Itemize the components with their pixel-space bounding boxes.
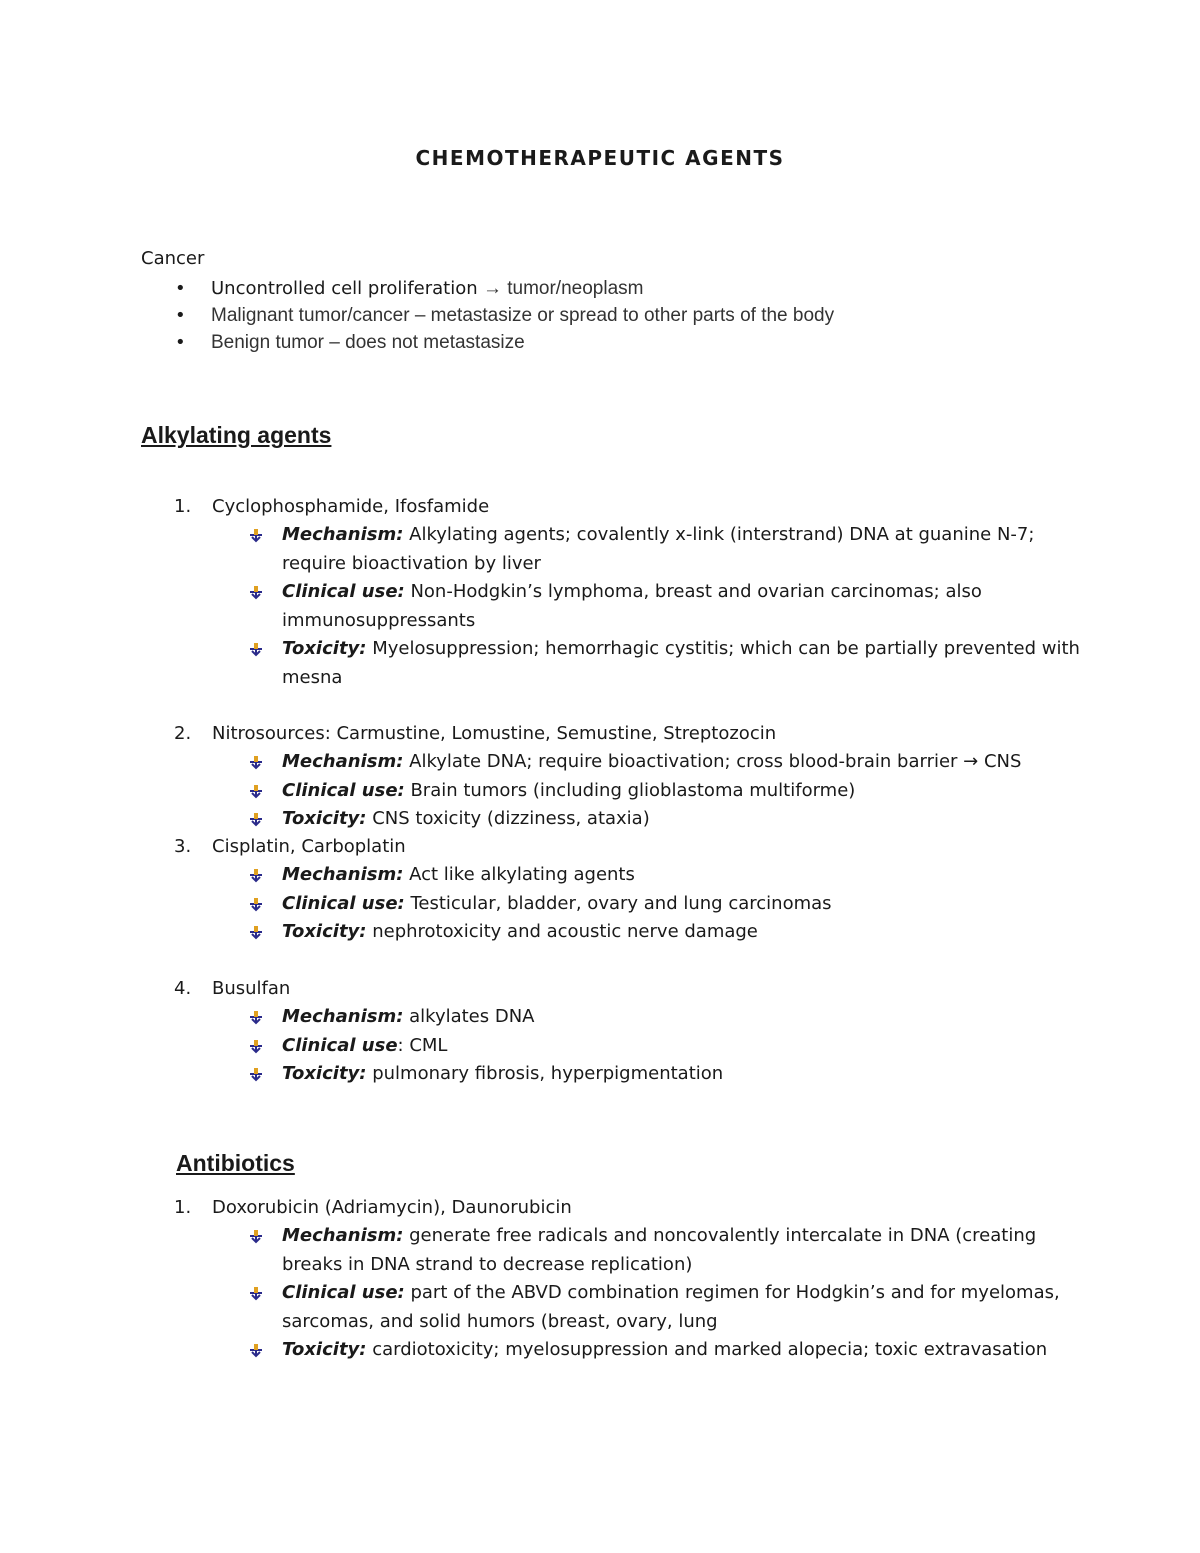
- list-item: [174, 1194, 1082, 1365]
- arrow-bullet-icon: [248, 896, 264, 912]
- sub-item: Toxicity: CNS toxicity (dizziness, ataxia): [174, 805, 1082, 834]
- sub-item: Mechanism: alkylates DNA: [174, 1003, 1082, 1032]
- item-title: Cisplatin, Carboplatin: [212, 836, 406, 857]
- item-title: Nitrosources: Carmustine, Lomustine, Semustine, Streptozocin: [212, 723, 777, 744]
- section-heading-alkylating-agents: Alkylating agents: [141, 422, 332, 448]
- arrow-bullet-icon: [248, 1228, 264, 1244]
- section-heading-antibiotics: Antibiotics: [176, 1150, 295, 1176]
- item-title: Cyclophosphamide, Ifosfamide: [212, 496, 490, 517]
- arrow-bullet-icon: [248, 1285, 264, 1301]
- intro-label: Cancer: [141, 248, 205, 269]
- sub-item: Toxicity: Myelosuppression; hemorrhagic cystitis; which can be partially prevented with mesna: [174, 635, 1082, 692]
- item-number: 3.: [174, 836, 192, 857]
- list-item: [174, 720, 1082, 834]
- sub-item: Mechanism: Act like alkylating agents: [174, 861, 1082, 890]
- arrow-bullet-icon: [248, 783, 264, 799]
- list-item: [174, 975, 1082, 1089]
- arrow-bullet-icon: [248, 867, 264, 883]
- bullet-dot-icon: •: [175, 278, 186, 299]
- sub-item: Mechanism: generate free radicals and noncovalently intercalate in DNA (creating breaks in DNA strand to decrease replication): [174, 1222, 1082, 1279]
- sub-item: Clinical use: CML: [174, 1032, 1082, 1061]
- arrow-bullet-icon: [248, 1066, 264, 1082]
- sub-item: Clinical use: Brain tumors (including glioblastoma multiforme): [174, 777, 1082, 806]
- arrow-bullet-icon: [248, 584, 264, 600]
- arrow-bullet-icon: [248, 641, 264, 657]
- item-number: 2.: [174, 723, 192, 744]
- arrow-bullet-icon: [248, 1009, 264, 1025]
- sub-item: Clinical use: part of the ABVD combination regimen for Hodgkin’s and for myelomas, sarcomas, and solid humors (breast, ovary, lung: [174, 1279, 1082, 1336]
- sub-item: Toxicity: nephrotoxicity and acoustic nerve damage: [174, 918, 1082, 947]
- sub-item: Mechanism: Alkylating agents; covalently x-link (interstrand) DNA at guanine N-7; require bioactivation by liver: [174, 521, 1082, 578]
- item-number: 1.: [174, 496, 192, 517]
- sub-item: Toxicity: cardiotoxicity; myelosuppression and marked alopecia; toxic extravasation: [174, 1336, 1082, 1365]
- intro-bullet-list: [175, 275, 834, 356]
- list-item: • Benign tumor – does not metastasize: [175, 329, 834, 356]
- page-title: CHEMOTHERAPEUTIC AGENTS: [415, 146, 785, 170]
- arrow-bullet-icon: [248, 811, 264, 827]
- item-number: 1.: [174, 1197, 192, 1218]
- item-title: Doxorubicin (Adriamycin), Daunorubicin: [212, 1197, 572, 1218]
- list-item: • Malignant tumor/cancer – metastasize or spread to other parts of the body: [175, 302, 834, 329]
- bullet-dot-icon: •: [175, 332, 186, 353]
- item-number: 4.: [174, 978, 192, 999]
- arrow-bullet-icon: [248, 1038, 264, 1054]
- sub-item: Mechanism: Alkylate DNA; require bioactivation; cross blood-brain barrier → CNS: [174, 748, 1082, 777]
- arrow-bullet-icon: [248, 754, 264, 770]
- sub-item: Toxicity: pulmonary fibrosis, hyperpigmentation: [174, 1060, 1082, 1089]
- bullet-dot-icon: •: [175, 305, 186, 326]
- arrow-bullet-icon: [248, 1342, 264, 1358]
- list-item: [174, 833, 1082, 947]
- arrow-bullet-icon: [248, 924, 264, 940]
- item-title: Busulfan: [212, 978, 291, 999]
- sub-item: Clinical use: Testicular, bladder, ovary and lung carcinomas: [174, 890, 1082, 919]
- arrow-bullet-icon: [248, 527, 264, 543]
- list-item: • Uncontrolled cell proliferation → tumor/neoplasm: [175, 275, 834, 302]
- sub-item: Clinical use: Non-Hodgkin’s lymphoma, breast and ovarian carcinomas; also immunosuppressants: [174, 578, 1082, 635]
- list-item: [174, 493, 1082, 692]
